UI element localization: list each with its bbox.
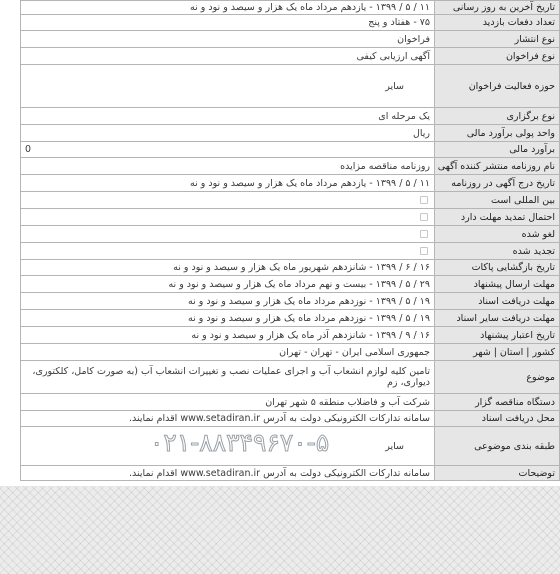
- renewed-checkbox: [420, 247, 428, 255]
- row-description: [21, 466, 560, 481]
- row-extension: [21, 209, 560, 226]
- label-subject: موضوع: [435, 361, 560, 394]
- value-ad-date: ۱۱ / ۵ / ۱۳۹۹ - یازدهم مرداد ماه یک هزار و سیصد و نود و نه: [21, 175, 435, 192]
- label-other-deadline: مهلت دریافت سایر اسناد: [435, 310, 560, 327]
- label-docs-deadline: مهلت دریافت اسناد: [435, 293, 560, 310]
- row-last-update: [21, 1, 560, 15]
- row-send-deadline: [21, 276, 560, 293]
- label-docs-place: محل دریافت اسناد: [435, 411, 560, 427]
- row-call-type: [21, 48, 560, 65]
- label-activity-area: حوزه فعالیت فراخوان: [435, 65, 560, 108]
- value-description: سامانه تدارکات الکترونیکی دولت به آدرس www.setadiran.ir اقدام نمایند.: [21, 466, 435, 481]
- label-publish-type: نوع انتشار: [435, 31, 560, 48]
- value-estimate: [21, 142, 435, 158]
- value-renewed: [21, 243, 435, 260]
- cancelled-checkbox: [420, 230, 428, 238]
- tender-details-table: [20, 0, 560, 481]
- row-international: [21, 192, 560, 209]
- label-organizer: دستگاه مناقصه گزار: [435, 394, 560, 411]
- value-category: سایر: [21, 427, 435, 466]
- label-renewed: تجدید شده: [435, 243, 560, 260]
- value-send-deadline: ۲۹ / ۵ / ۱۳۹۹ - بیست و نهم مرداد ماه یک هزار و سیصد و نود و نه: [21, 276, 435, 293]
- row-location: [21, 344, 560, 361]
- value-docs-place: سامانه تدارکات الکترونیکی دولت به آدرس www.setadiran.ir اقدام نمایند.: [21, 411, 435, 427]
- label-category: طبقه بندی موضوعی: [435, 427, 560, 466]
- label-opening: تاریخ بازگشایی پاکات: [435, 260, 560, 276]
- value-extension: [21, 209, 435, 226]
- value-call-type: آگهی ارزیابی کیفی: [21, 48, 435, 65]
- row-renewed: [21, 243, 560, 260]
- value-international: [21, 192, 435, 209]
- value-currency: ریال: [21, 125, 435, 142]
- international-checkbox: [420, 196, 428, 204]
- value-location: جمهوری اسلامی ایران - تهران - تهران: [21, 344, 435, 361]
- label-location: کشور | استان | شهر: [435, 344, 560, 361]
- row-category: [21, 427, 560, 466]
- label-holding-type: نوع برگزاری: [435, 108, 560, 125]
- row-organizer: [21, 394, 560, 411]
- estimate-value: 0: [25, 144, 32, 155]
- row-subject: [21, 361, 560, 394]
- value-holding-type: یک مرحله ای: [21, 108, 435, 125]
- row-cancelled: [21, 226, 560, 243]
- value-last-update: ۱۱ / ۵ / ۱۳۹۹ - یازدهم مرداد ماه یک هزار و سیصد و نود و نه: [21, 1, 435, 15]
- label-last-update: تاریخ آخرین به روز رسانی: [435, 1, 560, 15]
- label-send-deadline: مهلت ارسال پیشنهاد: [435, 276, 560, 293]
- row-docs-deadline: [21, 293, 560, 310]
- row-visits: [21, 15, 560, 31]
- label-cancelled: لغو شده: [435, 226, 560, 243]
- value-publish-type: فراخوان: [21, 31, 435, 48]
- row-publish-type: [21, 31, 560, 48]
- label-estimate: برآورد مالی: [435, 142, 560, 158]
- label-visits: تعداد دفعات بازدید: [435, 15, 560, 31]
- row-opening: [21, 260, 560, 276]
- extension-checkbox: [420, 213, 428, 221]
- row-validity: [21, 327, 560, 344]
- value-opening: ۱۶ / ۶ / ۱۳۹۹ - شانزدهم شهریور ماه یک هزار و سیصد و نود و نه: [21, 260, 435, 276]
- row-ad-date: [21, 175, 560, 192]
- value-subject: تامین کلیه لوازم انشعاب آب و اجرای عملیات نصب و تغییرات انشعاب آب (به صورت کامل، کلکتوری، دیواری، زم: [21, 361, 435, 394]
- value-cancelled: [21, 226, 435, 243]
- row-estimate: [21, 142, 560, 158]
- label-ad-date: تاریخ درج آگهی در روزنامه: [435, 175, 560, 192]
- label-call-type: نوع فراخوان: [435, 48, 560, 65]
- label-international: بین المللی است: [435, 192, 560, 209]
- label-newspaper: نام روزنامه منتشر کننده آگهی: [435, 158, 560, 175]
- label-extension: احتمال تمدید مهلت دارد: [435, 209, 560, 226]
- value-other-deadline: ۱۹ / ۵ / ۱۳۹۹ - نوزدهم مرداد ماه یک هزار و سیصد و نود و نه: [21, 310, 435, 327]
- value-docs-deadline: ۱۹ / ۵ / ۱۳۹۹ - نوزدهم مرداد ماه یک هزار و سیصد و نود و نه: [21, 293, 435, 310]
- row-activity-area: [21, 65, 560, 108]
- label-currency: واحد پولی برآورد مالی: [435, 125, 560, 142]
- background-pattern: [0, 486, 560, 574]
- value-validity: ۱۶ / ۹ / ۱۳۹۹ - شانزدهم آذر ماه یک هزار و سیصد و نود و نه: [21, 327, 435, 344]
- value-activity-area: سایر: [21, 65, 435, 108]
- label-description: توضیحات: [435, 466, 560, 481]
- value-newspaper: روزنامه مناقصه مزایده: [21, 158, 435, 175]
- label-validity: تاریخ اعتبار پیشنهاد: [435, 327, 560, 344]
- row-currency: [21, 125, 560, 142]
- row-newspaper: [21, 158, 560, 175]
- value-visits: ۷۵ - هفتاد و پنج: [21, 15, 435, 31]
- row-docs-place: [21, 411, 560, 427]
- value-organizer: شرکت آب و فاضلاب منطقه ۵ شهر تهران: [21, 394, 435, 411]
- row-holding-type: [21, 108, 560, 125]
- row-other-deadline: [21, 310, 560, 327]
